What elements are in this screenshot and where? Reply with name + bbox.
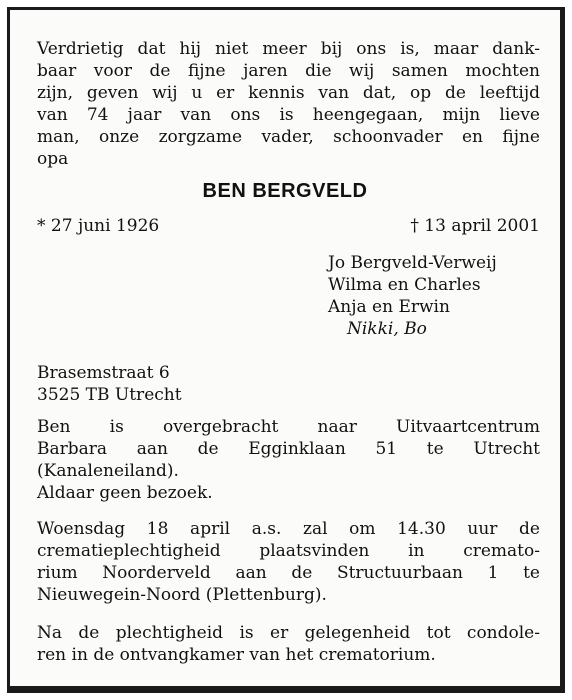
ceremony-line: crematieplechtigheid plaatsvinden in cremato- [37,541,540,561]
intro-line: baar voor de fijne jaren die wij samen mochten [37,61,540,81]
intro-line: opa [37,149,69,169]
address-block [37,362,540,406]
intro-paragraph [37,38,540,170]
address-line: Brasemstraat 6 [37,363,170,383]
grandchildren: Nikki, Bo [347,319,427,339]
family-member: Anja en Erwin [328,297,450,317]
family-signatures [328,252,497,340]
birth-date: * 27 juni 1926 [37,216,160,236]
family-member: Jo Bergveld-Verweij [328,253,497,273]
transfer-line: Ben is overgebracht naar Uitvaartcentrum [37,417,540,437]
condolence-line: ren in de ontvangkamer van het crematorium. [37,645,436,665]
ceremony-paragraph [37,518,540,606]
family-member: Wilma en Charles [328,275,481,295]
intro-line: man, onze zorgzame vader, schoonvader en fijne [37,127,540,147]
transfer-line: Aldaar geen bezoek. [37,483,213,503]
transfer-line: Barbara aan de Egginklaan 51 te Utrecht [37,439,540,459]
intro-line: Verdrietig dat hij niet meer bij ons is, maar dank- [37,39,540,59]
condolence-paragraph [37,622,540,666]
transfer-paragraph [37,416,540,504]
intro-line: zijn, geven wij u er kennis van dat, op de leeftijd [37,83,540,103]
condolence-line: Na de plechtigheid is er gelegenheid tot condole- [37,623,540,643]
ceremony-line: rium Noorderveld aan de Structuurbaan 1 te [37,563,540,583]
transfer-line: (Kanaleneiland). [37,461,179,481]
obituary-card [7,7,565,693]
death-date: † 13 april 2001 [410,216,540,236]
ceremony-line: Nieuwegein-Noord (Plettenburg). [37,585,327,605]
address-line: 3525 TB Utrecht [37,385,182,405]
ceremony-line: Woensdag 18 april a.s. zal om 14.30 uur de [37,519,540,539]
intro-line: van 74 jaar van ons is heengegaan, mijn lieve [37,105,540,125]
deceased-name: BEN BERGVELD [202,180,368,202]
